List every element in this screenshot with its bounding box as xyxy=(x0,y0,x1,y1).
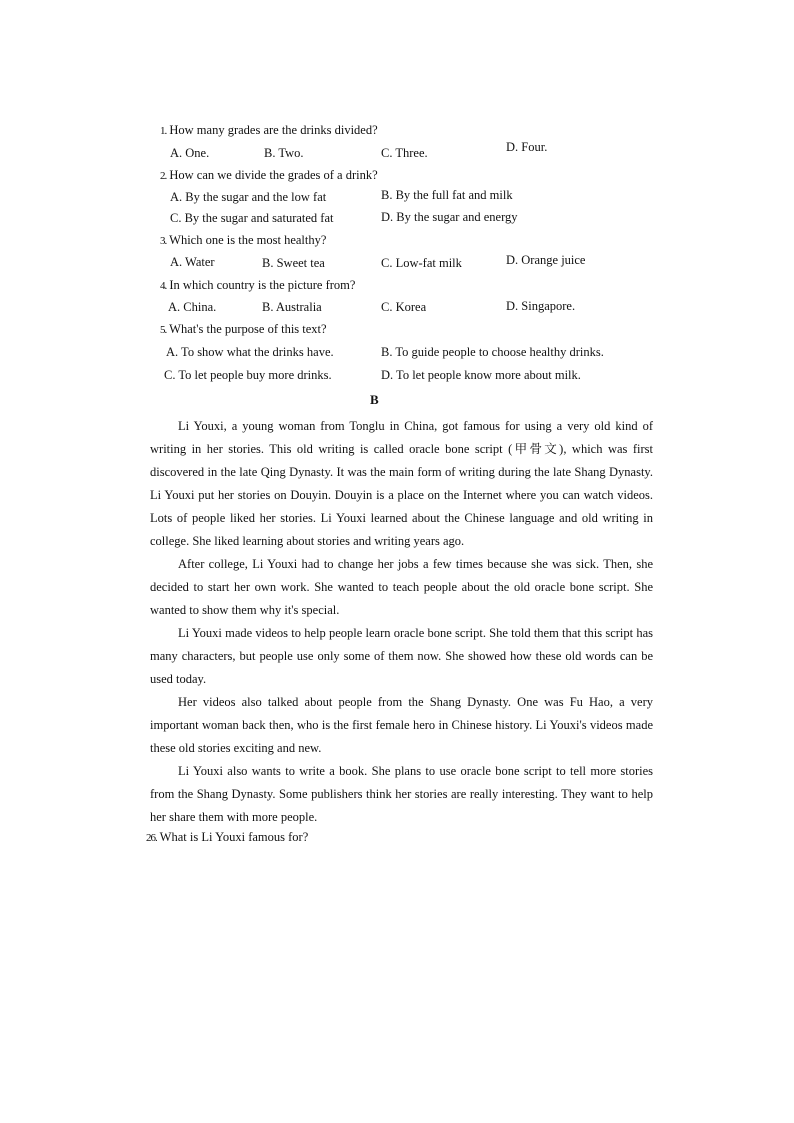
paragraph-text: Li Youxi made videos to help people learn oracle bone script. She told them that this script has many characters, but people use only some of them now. She showed how these old words can be used today. xyxy=(150,626,653,686)
question-text: What is Li Youxi famous for? xyxy=(159,830,309,844)
option-d: D. Singapore. xyxy=(506,299,576,313)
question-text: What's the purpose of this text? xyxy=(169,322,327,336)
option-c: C. By the sugar and saturated fat xyxy=(170,211,334,225)
passage-paragraph-5 xyxy=(150,760,653,829)
option-c: C. Three. xyxy=(381,146,428,160)
question-2 xyxy=(160,169,378,182)
option-d: D. To let people know more about milk. xyxy=(381,368,581,382)
question-text: In which country is the picture from? xyxy=(169,278,356,292)
section-title: B xyxy=(370,392,379,407)
option-d: D. Orange juice xyxy=(506,253,586,267)
question-text: How many grades are the drinks divided? xyxy=(169,123,378,137)
option-a: A. To show what the drinks have. xyxy=(166,345,334,359)
option-b: B. To guide people to choose healthy drinks. xyxy=(381,345,604,359)
question-text: How can we divide the grades of a drink? xyxy=(169,168,378,182)
option-b: B. Sweet tea xyxy=(262,256,325,270)
paragraph-text: Her videos also talked about people from the Shang Dynasty. One was Fu Hao, a very important woman back then, who is the first female hero in Chinese history. Li Youxi's videos made these old stories exciting and new. xyxy=(150,695,653,755)
paragraph-text: After college, Li Youxi had to change her jobs a few times because she was sick. Then, she decided to start her own work. She wanted to teach people about the old oracle bone script. She wanted to show them why it's special. xyxy=(150,557,653,617)
question-text: Which one is the most healthy? xyxy=(169,233,327,247)
option-b: B. By the full fat and milk xyxy=(381,188,513,202)
option-a: A. Water xyxy=(170,255,215,269)
question-26 xyxy=(146,831,308,844)
passage-paragraph-3 xyxy=(150,622,653,691)
option-d: D. Four. xyxy=(506,140,548,154)
option-c: C. To let people buy more drinks. xyxy=(164,368,332,382)
question-4 xyxy=(160,279,355,292)
option-c: C. Korea xyxy=(381,300,427,314)
option-b: B. Two. xyxy=(264,146,304,160)
question-number: 4. xyxy=(160,280,167,292)
option-a: A. China. xyxy=(168,300,217,314)
question-1 xyxy=(160,124,378,137)
paragraph-text: Li Youxi, a young woman from Tonglu in China, got famous for using a very old kind of writing in her stories. This old writing is called oracle bone script (甲骨文), which was first discovered in the late Qing Dynasty. It was the main form of writing during the late Shang Dynasty. Li Youxi put her stories on Douyin. Douyin is a place on the Internet where you can watch videos. Lots of people liked her stories. Li Youxi learned about the Chinese language and old writing in college. She liked learning about stories and writing years ago. xyxy=(150,419,653,548)
passage-paragraph-4 xyxy=(150,691,653,760)
option-c: C. Low-fat milk xyxy=(381,256,462,270)
question-number: 2. xyxy=(160,170,167,182)
question-number: 3. xyxy=(160,235,167,247)
option-b: B. Australia xyxy=(262,300,322,314)
paragraph-text: Li Youxi also wants to write a book. She plans to use oracle bone script to tell more stories from the Shang Dynasty. Some publishers think her stories are really interesting. They want to help her share them with more people. xyxy=(150,764,653,824)
question-number: 5. xyxy=(160,324,167,336)
option-a: A. By the sugar and the low fat xyxy=(170,190,327,204)
passage-paragraph-1 xyxy=(150,415,653,553)
question-5 xyxy=(160,323,327,336)
question-number: 26. xyxy=(146,832,157,844)
passage-paragraph-2 xyxy=(150,553,653,622)
option-d: D. By the sugar and energy xyxy=(381,210,518,224)
question-3 xyxy=(160,234,326,247)
option-a: A. One. xyxy=(170,146,210,160)
question-number: 1. xyxy=(160,125,167,137)
